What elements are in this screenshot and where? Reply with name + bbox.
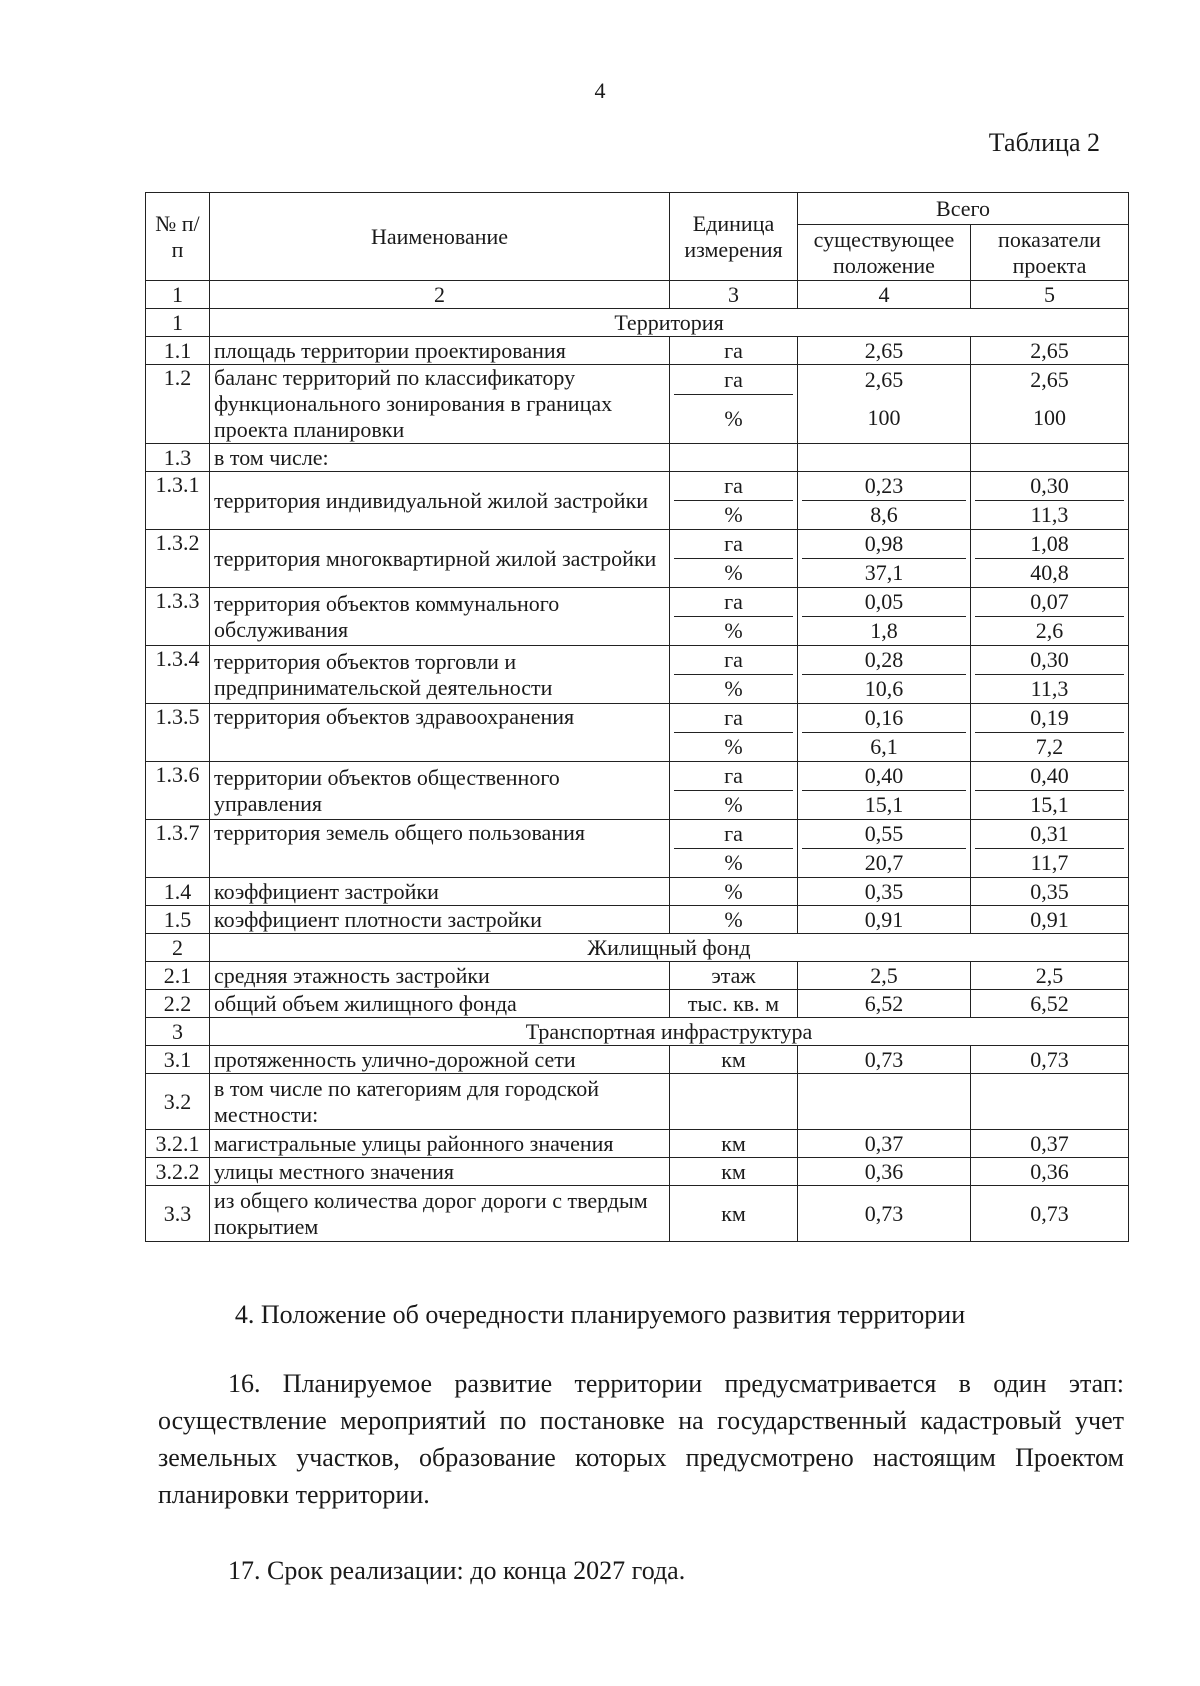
row-unit [670, 646, 798, 704]
row-project: 0,37 [971, 1130, 1129, 1158]
table-row [146, 704, 1129, 762]
table-caption: Таблица 2 [988, 128, 1100, 157]
indicators-table [145, 192, 1129, 1242]
row-unit-b: % [674, 790, 793, 819]
row-number: 1.3.2 [146, 530, 210, 588]
header-project: показатели проекта [971, 225, 1129, 281]
row-project-a: 0,31 [1030, 821, 1069, 846]
row-project: 0,36 [971, 1158, 1129, 1186]
row-unit [670, 444, 798, 472]
row-existing-b: 10,6 [802, 674, 966, 703]
page-number: 4 [594, 78, 606, 103]
row-name: баланс территорий по классификатору функционального зонирования в границах проекта планировки [210, 365, 670, 444]
row-project-b: 7,2 [975, 732, 1124, 761]
row-unit-b: % [674, 558, 793, 587]
section-title: Жилищный фонд [210, 934, 1129, 962]
row-existing [798, 472, 971, 530]
row-existing-b: 1,8 [802, 616, 966, 645]
row-unit: % [670, 906, 798, 934]
row-existing [798, 704, 971, 762]
table-row [146, 878, 1129, 906]
row-existing [798, 365, 971, 444]
row-project [971, 588, 1129, 646]
row-project-a: 0,30 [1030, 473, 1069, 498]
table-row [146, 337, 1129, 365]
header-number: № п/п [146, 193, 210, 281]
row-number: 3.1 [146, 1046, 210, 1074]
row-unit [670, 704, 798, 762]
row-project-b: 11,3 [975, 674, 1124, 703]
row-number: 1.3.6 [146, 762, 210, 820]
row-unit: км [670, 1130, 798, 1158]
row-unit: км [670, 1186, 798, 1242]
row-existing-b: 100 [867, 405, 901, 430]
row-name: территория объектов здравоохранения [210, 704, 670, 762]
row-number: 1.4 [146, 878, 210, 906]
row-project [971, 704, 1129, 762]
row-unit-b: % [674, 674, 793, 703]
row-number: 2.1 [146, 962, 210, 990]
row-unit-b: % [674, 500, 793, 529]
row-name: территории объектов общественного управления [210, 762, 670, 820]
row-number: 1.3.3 [146, 588, 210, 646]
row-existing: 0,36 [798, 1158, 971, 1186]
row-unit-a: га [724, 531, 743, 556]
row-project: 2,5 [971, 962, 1129, 990]
row-project-b: 11,3 [975, 500, 1124, 529]
row-existing-a: 2,65 [864, 367, 904, 392]
section-title: Транспортная инфраструктура [210, 1018, 1129, 1046]
row-number: 1.5 [146, 906, 210, 934]
row-name: общий объем жилищного фонда [210, 990, 670, 1018]
row-number: 3.3 [146, 1186, 210, 1242]
row-project [971, 472, 1129, 530]
row-unit: тыс. кв. м [670, 990, 798, 1018]
row-project: 0,73 [971, 1046, 1129, 1074]
row-existing-a: 0,05 [864, 589, 904, 614]
row-project-b: 2,6 [975, 616, 1124, 645]
table-row [146, 1130, 1129, 1158]
row-unit [670, 530, 798, 588]
table-row [146, 990, 1129, 1018]
row-existing-a: 0,98 [864, 531, 904, 556]
row-project-a: 0,07 [1030, 589, 1069, 614]
row-existing [798, 530, 971, 588]
row-unit-a: га [724, 473, 743, 498]
row-name: площадь территории проектирования [210, 337, 670, 365]
row-unit-a: га [724, 366, 743, 392]
section-title: Территория [210, 309, 1129, 337]
row-existing-b: 8,6 [802, 500, 966, 529]
header-name: Наименование [210, 193, 670, 281]
row-project: 0,73 [971, 1186, 1129, 1242]
table-row [146, 906, 1129, 934]
row-name: территория объектов коммунального обслуживания [210, 588, 670, 646]
table-row [146, 1186, 1129, 1242]
section-number: 3 [146, 1018, 210, 1046]
section-heading: 4. Положение об очередности планируемого развития территории [234, 1300, 966, 1329]
row-project [971, 762, 1129, 820]
row-existing [798, 762, 971, 820]
row-unit [670, 820, 798, 878]
table-row [146, 646, 1129, 704]
row-number: 3.2.1 [146, 1130, 210, 1158]
row-existing: 2,5 [798, 962, 971, 990]
row-project-b: 100 [1033, 405, 1066, 430]
table-row [146, 1074, 1129, 1130]
row-name: территория объектов торговли и предпринимательской деятельности [210, 646, 670, 704]
table-row [146, 365, 1129, 444]
row-unit: га [670, 337, 798, 365]
row-unit-b: % [674, 616, 793, 645]
paragraph-16: 16. Планируемое развитие территории предусматривается в один этап: осуществление мероприятий по постановке на государственный кадастровый учет земельных участков, образование которых предусмотрено настоящим Проектом планировки территории. [158, 1369, 1124, 1509]
row-number: 1.2 [146, 365, 210, 444]
row-unit [670, 365, 798, 444]
row-name: из общего количества дорог дороги с твердым покрытием [210, 1186, 670, 1242]
row-unit-a: га [724, 647, 743, 672]
row-name: средняя этажность застройки [210, 962, 670, 990]
table-row [146, 762, 1129, 820]
row-existing-b: 6,1 [802, 732, 966, 761]
row-name: в том числе: [210, 444, 670, 472]
paragraph-17: 17. Срок реализации: до конца 2027 года. [228, 1556, 686, 1585]
row-existing [798, 444, 971, 472]
column-number-4: 4 [798, 281, 971, 309]
row-unit: % [670, 878, 798, 906]
header-total: Всего [798, 193, 1129, 225]
row-unit [670, 1074, 798, 1130]
row-existing: 2,65 [798, 337, 971, 365]
row-number: 2.2 [146, 990, 210, 1018]
section-number: 1 [146, 309, 210, 337]
row-project [971, 646, 1129, 704]
row-existing-a: 0,23 [864, 473, 904, 498]
section-number: 2 [146, 934, 210, 962]
table-row [146, 444, 1129, 472]
table-row [146, 472, 1129, 530]
row-number: 3.2 [146, 1074, 210, 1130]
row-unit [670, 588, 798, 646]
row-number: 1.3 [146, 444, 210, 472]
header-unit: Единица измерения [670, 193, 798, 281]
row-existing-a: 0,28 [864, 647, 904, 672]
row-existing: 6,52 [798, 990, 971, 1018]
row-existing [798, 820, 971, 878]
row-name: территория земель общего пользования [210, 820, 670, 878]
row-name: коэффициент застройки [210, 878, 670, 906]
row-project [971, 365, 1129, 444]
row-project-b: 15,1 [975, 790, 1124, 819]
table-row [146, 1046, 1129, 1074]
row-existing-b: 20,7 [802, 848, 966, 877]
table-row [146, 588, 1129, 646]
row-project-b: 40,8 [975, 558, 1124, 587]
column-number-3: 3 [670, 281, 798, 309]
row-existing-b: 15,1 [802, 790, 966, 819]
row-name: территория многоквартирной жилой застройки [210, 530, 670, 588]
row-existing: 0,73 [798, 1186, 971, 1242]
row-unit: км [670, 1046, 798, 1074]
row-number: 1.1 [146, 337, 210, 365]
row-name: в том числе по категориям для городской местности: [210, 1074, 670, 1130]
row-unit [670, 762, 798, 820]
row-existing: 0,91 [798, 906, 971, 934]
row-existing: 0,35 [798, 878, 971, 906]
row-project [971, 530, 1129, 588]
row-unit-b: % [674, 732, 793, 761]
row-project [971, 820, 1129, 878]
header-existing: существующее положение [798, 225, 971, 281]
row-project: 6,52 [971, 990, 1129, 1018]
column-number-2: 2 [210, 281, 670, 309]
row-name: территория индивидуальной жилой застройки [210, 472, 670, 530]
row-number: 1.3.1 [146, 472, 210, 530]
row-existing: 0,37 [798, 1130, 971, 1158]
row-existing: 0,73 [798, 1046, 971, 1074]
row-project-a: 1,08 [1030, 531, 1069, 556]
row-unit-a: га [724, 705, 743, 730]
row-number: 1.3.5 [146, 704, 210, 762]
row-existing [798, 646, 971, 704]
column-number-5: 5 [971, 281, 1129, 309]
row-project: 0,35 [971, 878, 1129, 906]
row-existing-a: 0,40 [864, 763, 904, 788]
row-project-b: 11,7 [975, 848, 1124, 877]
row-existing-a: 0,16 [864, 705, 904, 730]
row-existing [798, 1074, 971, 1130]
section-row-transport [146, 1018, 1129, 1046]
table-row [146, 962, 1129, 990]
row-project-a: 0,30 [1030, 647, 1069, 672]
row-project-a: 0,19 [1030, 705, 1069, 730]
section-row-housing [146, 934, 1129, 962]
row-unit: этаж [670, 962, 798, 990]
column-number-1: 1 [146, 281, 210, 309]
table-row [146, 530, 1129, 588]
row-project-a: 2,65 [1030, 367, 1069, 392]
row-project: 0,91 [971, 906, 1129, 934]
row-unit [670, 472, 798, 530]
row-unit-a: га [724, 821, 743, 846]
row-unit-b: % [674, 394, 793, 443]
row-name: коэффициент плотности застройки [210, 906, 670, 934]
row-name: магистральные улицы районного значения [210, 1130, 670, 1158]
row-number: 1.3.4 [146, 646, 210, 704]
row-name: улицы местного значения [210, 1158, 670, 1186]
row-name: протяженность улично-дорожной сети [210, 1046, 670, 1074]
table-row [146, 1158, 1129, 1186]
row-number: 1.3.7 [146, 820, 210, 878]
row-existing-a: 0,55 [864, 821, 904, 846]
row-number: 3.2.2 [146, 1158, 210, 1186]
row-project [971, 1074, 1129, 1130]
row-project-a: 0,40 [1030, 763, 1069, 788]
row-project: 2,65 [971, 337, 1129, 365]
row-unit-a: га [724, 763, 743, 788]
row-existing-b: 37,1 [802, 558, 966, 587]
section-row-territory [146, 309, 1129, 337]
row-unit-b: % [674, 848, 793, 877]
row-unit-a: га [724, 589, 743, 614]
row-unit: км [670, 1158, 798, 1186]
row-project [971, 444, 1129, 472]
table-row [146, 820, 1129, 878]
row-existing [798, 588, 971, 646]
